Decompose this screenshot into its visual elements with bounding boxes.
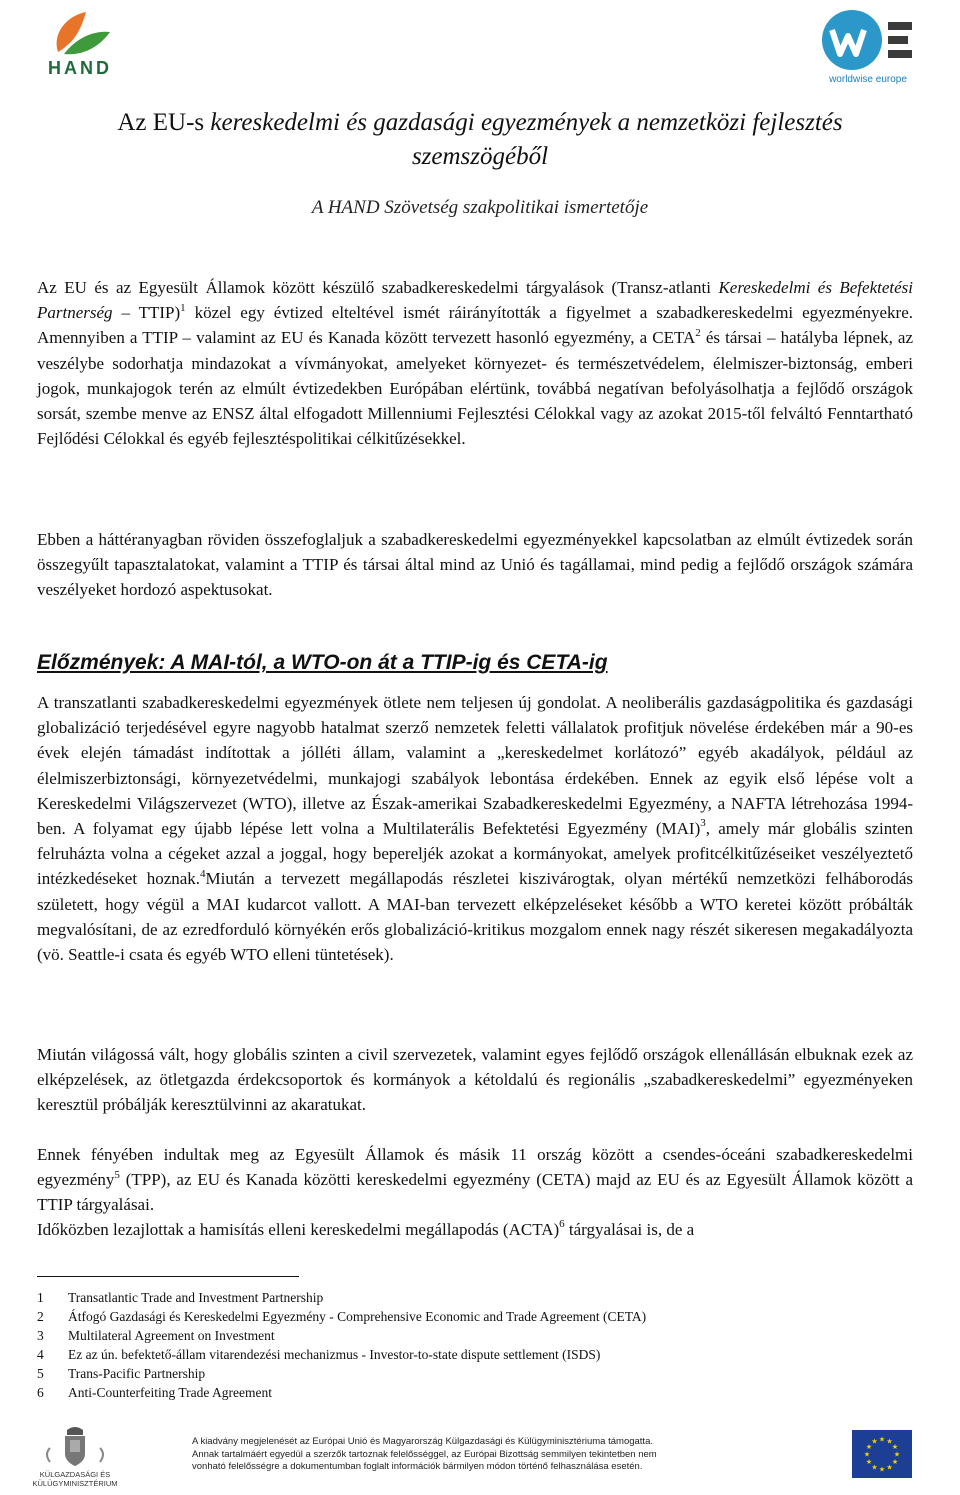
eu-star-icon: ★ xyxy=(891,1458,899,1466)
footnote-item xyxy=(37,1326,917,1345)
section-text-c: Miután a tervezett megállapodás részletei kiszivárogtak, olyan mértékű nemzetközi felháborodás született, hogy végül a MAI kudarcot vallott. A MAI-ban tervezett elképzeléseket később a WTO keretei között próbálták megvalósítani, de az ezredforduló környékén erős globalizáció-kritikus mozgalom ennek nagy részét sikeresen megakadályozta (vö. Seattle-i csata és egyéb WTO elleni tüntetések). xyxy=(37,869,913,965)
eu-star-icon: ★ xyxy=(893,1450,901,1459)
intro-text-b: – TTIP) xyxy=(112,303,181,323)
section-paragraph-3 xyxy=(37,1142,913,1218)
footnote-divider xyxy=(37,1276,299,1277)
footnote-ref-6[interactable]: 6 xyxy=(559,1218,565,1231)
section-text-a: A transzatlanti szabadkereskedelmi egyezmények ötlete nem teljesen új gondolat. A neoliberális gazdaságpolitika és gazdasági globalizáció terjedésével egyre nagyobb hatalmat szerző nemzetek feletti vállalatok profitjuk növelése érdekében már a 90-es évek elején támadást indítottak a jólléti állam, valamint a „kereskedelmet korlátozó” egyéb akadályok, például az élelmiszerbiztonsági, környezetvédelmi, munkajogi szabályok lebontása érdekében. Ennek az egyik első lépése volt a Kereskedelmi Világszervezet (WTO), illetve az Észak-amerikai Szabadkereskedelmi Egyezmény, a NAFTA létrehozása 1994-ben. A folyamat egy újabb lépése lett volna a Multilaterális Befektetési Egyezmény (MAI) xyxy=(37,693,913,839)
disclaimer-line-1: A kiadvány megjelenését az Európai Unió és Magyarország Külgazdasági és Külügyminisztériuma támogatta. xyxy=(192,1436,653,1447)
footnote-text: Multilateral Agreement on Investment xyxy=(68,1328,275,1343)
eu-star-icon: ★ xyxy=(891,1443,899,1451)
title-lead: Az EU-s xyxy=(117,109,205,136)
hand-logo xyxy=(38,8,122,82)
title-line1: kereskedelmi és gazdasági egyezmények a nemzetközi fejlesztés xyxy=(204,109,843,136)
section-paragraph-2: Miután világossá vált, hogy globális szinten a civil szervezetek, valamint egyes fejlődő országok ellenállásán elbuknak ezek az elképzelések, az ötletgazda érdekcsoportok és kormányok a kétoldalú és regionális „szabadkereskedelmi” egyezményeken keresztül próbálják keresztülvinni az akaratukat. xyxy=(37,1045,913,1115)
footnote-ref-3[interactable]: 3 xyxy=(700,817,706,830)
disclaimer-line-2: Annak tartalmáért egyedül a szerzők tartoznak felelősséggel, az Európai Bizottság semmilyen tekintetben nem xyxy=(192,1448,657,1460)
footnote-item xyxy=(37,1364,917,1383)
eu-star-icon: ★ xyxy=(878,1435,886,1444)
eu-star-icon: ★ xyxy=(871,1463,878,1472)
eu-star-icon: ★ xyxy=(863,1450,871,1459)
footnotes-list xyxy=(37,1288,917,1402)
footnote-ref-5[interactable]: 5 xyxy=(114,1168,120,1181)
footnote-text: Ez az ún. befektető-állam vitarendezési mechanizmus - Investor-to-state dispute settlement (ISDS) xyxy=(68,1347,601,1362)
footnote-item xyxy=(37,1307,917,1326)
document-title xyxy=(40,106,920,174)
section-text-p6a: Időközben lezajlottak a hamisítás elleni kereskedelmi megállapodás (ACTA) xyxy=(37,1220,560,1239)
section-heading: Előzmények: A MAI-tól, a WTO-on át a TTIP-ig és CETA-ig xyxy=(37,651,608,674)
disclaimer-line-3: vonható felelősségre a dokumentumban foglalt információk bármilyen módon történő felhasználása esetén. xyxy=(192,1461,643,1472)
eu-flag-icon xyxy=(852,1430,912,1478)
eu-star-icon: ★ xyxy=(871,1437,878,1446)
ministry-logo xyxy=(32,1424,118,1490)
eu-star-icon: ★ xyxy=(886,1463,893,1472)
worldwise-caption: worldwise europe xyxy=(829,74,907,85)
funding-disclaimer xyxy=(192,1436,752,1474)
intro-text-d: és társai – hatályba lépnek, az veszélybe sodorhatja mindazokat a vívmányokat, amelyeket környezet- és természetvédelem, élelmiszer-biztonság, emberi jogok, munkajogok terén az elmúlt évtizedekben Európában elértünk, továbbá negatívan befolyásolhatja a fejlődő országok sorsát, szembe menve az ENSZ által elfogadott Millenniumi Fejlesztési Célokkal vagy az azokat 2015-től felváltó Fenntartható Fejlődési Célokkal és egyéb fejlesztéspolitikai célkitűzésekkel. xyxy=(37,328,914,449)
worldwise-europe-logo xyxy=(818,6,918,86)
footnote-ref-1[interactable]: 1 xyxy=(180,301,186,314)
footnote-text: Trans-Pacific Partnership xyxy=(68,1366,206,1381)
intro-paragraph-1 xyxy=(37,275,913,451)
intro-paragraph-2: Ebben a háttéranyagban röviden összefoglaljuk a szabadkereskedelmi egyezményekkel kapcsolatban az elmúlt évtizedek során összegyűlt tapasztalatokat, valamint a TTIP és társai által mind az Unió és tagállamai, mind pedig a fejlődő országok számára veszélyeket hordozó aspektusokat. xyxy=(37,530,913,600)
intro-text-c: közel egy évtized elteltével ismét ráirányították a figyelmet a szabadkereskedelmi egyezményekre. Amennyiben a TTIP – valamint az EU és Kanada között tervezett hasonló egyezmény, a CETA xyxy=(37,303,913,348)
eu-stars-icon xyxy=(852,1430,912,1478)
footnote-ref-4[interactable]: 4 xyxy=(200,867,206,880)
ministry-name-line2: KÜLÜGYMINISZTÉRIUM xyxy=(32,1479,118,1488)
hand-leaf-icon xyxy=(38,8,122,60)
section-paragraph-4 xyxy=(37,1217,913,1242)
eu-star-icon: ★ xyxy=(886,1437,893,1446)
hand-logo-text: HAND xyxy=(48,58,112,78)
title-line2: szemszögéből xyxy=(411,143,549,170)
section-text-p5b: (TPP), az EU és Kanada közötti kereskedelmi egyezmény (CETA) majd az EU és az Egyesült Államok között a TTIP tárgyalásai. xyxy=(37,1170,913,1215)
section-text-p6b: tárgyalásai is, de a xyxy=(564,1220,695,1239)
ministry-name-line1: KÜLGAZDASÁGI ÉS xyxy=(39,1470,111,1479)
footnote-number: 2 xyxy=(37,1309,44,1324)
footnote-text: Átfogó Gazdasági és Kereskedelmi Egyezmény - Comprehensive Economic and Trade Agreement (CETA) xyxy=(68,1309,647,1324)
footnote-ref-2[interactable]: 2 xyxy=(695,326,701,339)
worldwise-mark-icon xyxy=(818,6,918,72)
intro-text-italic: Kereskedelmi és Befektetési Partnerség xyxy=(37,278,913,323)
footnote-number: 5 xyxy=(37,1366,44,1381)
section-text-b: , amely már globális szinten felruházta volna a cégeket azzal a joggal, hogy bepereljék azokat a kormányokat, amelyek profitcélkitűzéseiket veszélyeztető intézkedéseket hoznak. xyxy=(37,819,913,889)
intro-text-a: Az EU és az Egyesült Államok között készülő szabadkereskedelmi tárgyalások (Transz-atlanti xyxy=(37,278,719,297)
eu-star-icon: ★ xyxy=(865,1443,873,1451)
section-paragraph-1 xyxy=(37,690,913,967)
coat-of-arms-icon xyxy=(40,1424,110,1470)
footnote-item xyxy=(37,1383,917,1402)
footnote-number: 4 xyxy=(37,1347,44,1362)
section-text-p5a: Ennek fényében indultak meg az Egyesült Államok és másik 11 ország között a csendes-óceáni szabadkereskedelmi egyezmény xyxy=(37,1145,913,1190)
footnote-item xyxy=(37,1345,917,1364)
footnote-text: Anti-Counterfeiting Trade Agreement xyxy=(68,1385,272,1400)
footnote-number: 1 xyxy=(37,1290,44,1305)
eu-star-icon: ★ xyxy=(878,1465,886,1474)
footnote-number: 6 xyxy=(37,1385,44,1400)
footnote-item xyxy=(37,1288,917,1307)
eu-star-icon: ★ xyxy=(865,1458,873,1466)
document-subtitle: A HAND Szövetség szakpolitikai ismertetője xyxy=(311,197,649,218)
footnote-number: 3 xyxy=(37,1328,44,1343)
footnote-text: Transatlantic Trade and Investment Partnership xyxy=(68,1290,324,1305)
